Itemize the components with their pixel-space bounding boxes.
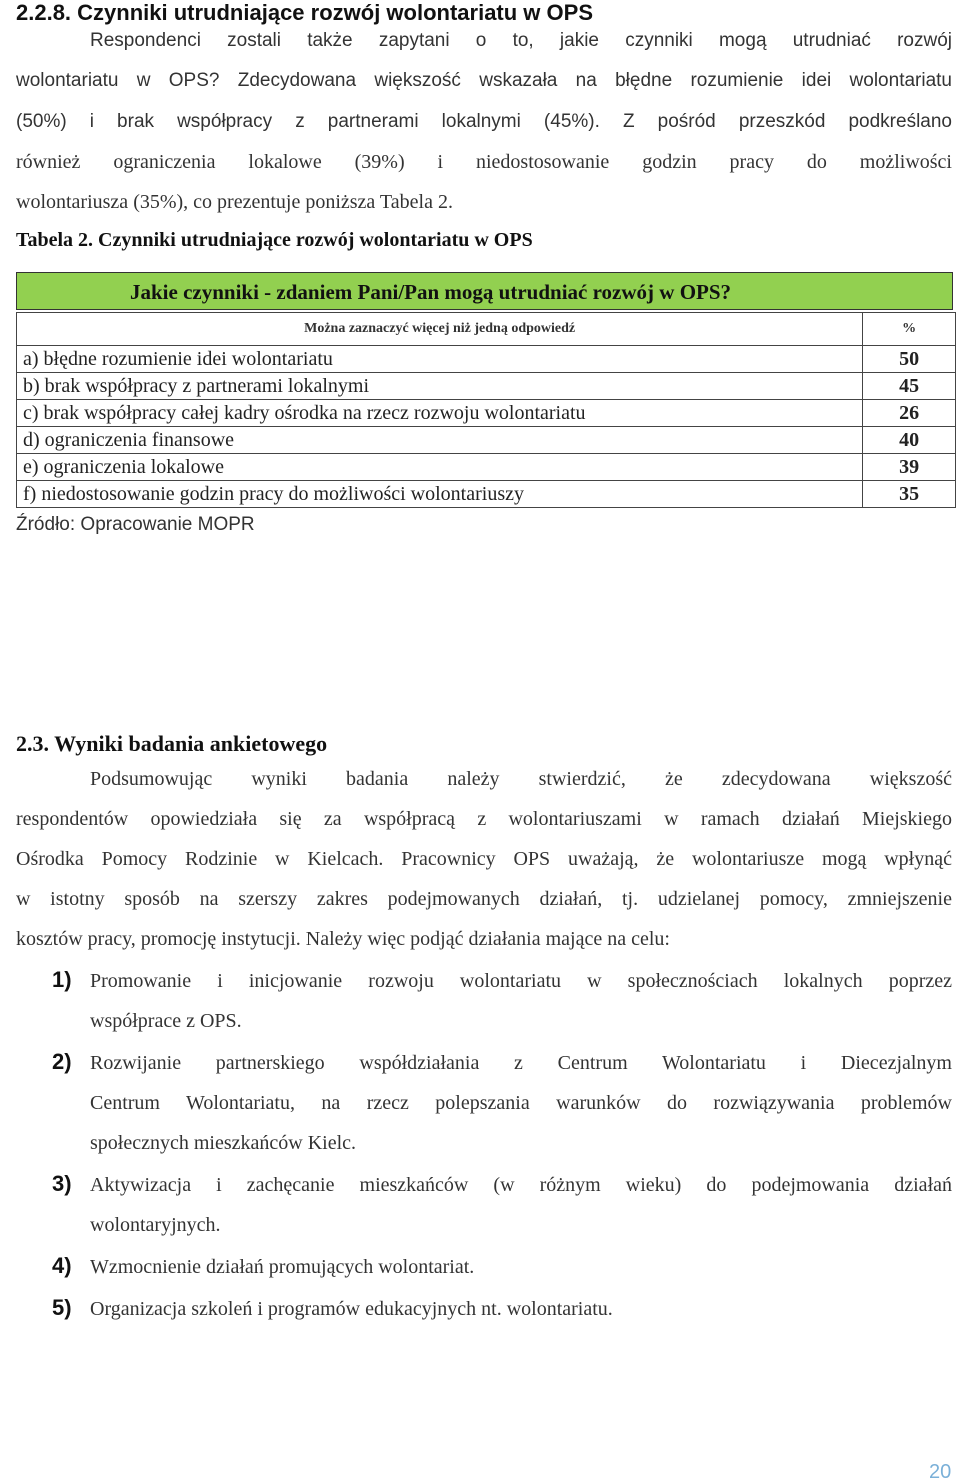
list-number: 1) — [52, 967, 72, 992]
row-value: 39 — [863, 454, 956, 481]
table-caption: Tabela 2. Czynniki utrudniające rozwój wolontariatu w OPS — [16, 229, 533, 251]
row-label: c) brak współpracy całej kadry ośrodka na rzecz rozwoju wolontariatu — [17, 400, 863, 427]
row-value: 40 — [863, 427, 956, 454]
row-label: f) niedostosowanie godzin pracy do możliwości wolontariuszy — [17, 481, 863, 508]
table-question-header: Jakie czynniki - zdaniem Pani/Pan mogą utrudniać rozwój w OPS? — [16, 272, 953, 310]
table-row — [17, 481, 956, 508]
paragraph-line: respondentów opowiedziała się za współpracą z wolontariuszami w ramach działań Miejskiego — [16, 808, 952, 830]
list-number: 2) — [52, 1049, 72, 1074]
paragraph-line: w istotny sposób na szerszy zakres podejmowanych działań, tj. udzielanej pomocy, zmniejszenie — [16, 888, 952, 910]
row-label: e) ograniczenia lokalowe — [17, 454, 863, 481]
list-item-line: Wzmocnienie działań promujących wolontariat. — [90, 1256, 475, 1278]
section-heading: 2.2.8. Czynniki utrudniające rozwój wolontariatu w OPS — [16, 0, 593, 25]
table-row — [17, 427, 956, 454]
factors-table — [16, 312, 956, 508]
list-number: 4) — [52, 1253, 72, 1278]
list-item-line: Aktywizacja i zachęcanie mieszkańców (w różnym wieku) do podejmowania działań — [90, 1174, 952, 1196]
paragraph-line: również ograniczenia lokalowe (39%) i niedostosowanie godzin pracy do możliwości — [16, 151, 952, 173]
table-header-percent: % — [863, 313, 956, 346]
list-item-line: współprace z OPS. — [90, 1010, 242, 1032]
table-row — [17, 454, 956, 481]
list-item-line: Organizacja szkoleń i programów edukacyjnych nt. wolontariatu. — [90, 1298, 613, 1320]
paragraph-line: wolontariatu w OPS? Zdecydowana większość wskazała na błędne rozumienie idei wolontariatu — [16, 70, 952, 91]
paragraph-line: wolontariusza (35%), co prezentuje poniższa Tabela 2. — [16, 191, 453, 213]
row-value: 35 — [863, 481, 956, 508]
row-label: b) brak współpracy z partnerami lokalnymi — [17, 373, 863, 400]
section-heading: 2.3. Wyniki badania ankietowego — [16, 731, 328, 756]
table-row — [17, 373, 956, 400]
row-value: 26 — [863, 400, 956, 427]
row-value: 50 — [863, 346, 956, 373]
table-header-row — [17, 313, 956, 346]
list-number: 5) — [52, 1295, 72, 1320]
list-item-line: Centrum Wolontariatu, na rzecz polepszania warunków do rozwiązywania problemów — [90, 1092, 952, 1114]
paragraph-line: kosztów pracy, promocję instytucji. Należy więc podjąć działania mające na celu: — [16, 928, 670, 950]
list-item-line: Rozwijanie partnerskiego współdziałania z Centrum Wolontariatu i Diecezjalnym — [90, 1052, 952, 1074]
paragraph-line: Ośrodka Pomocy Rodzinie w Kielcach. Pracownicy OPS uważają, że wolontariusze mogą wpłynąć — [16, 848, 952, 870]
row-value: 45 — [863, 373, 956, 400]
table-header-label: Można zaznaczyć więcej niż jedną odpowiedź — [17, 313, 863, 346]
list-number: 3) — [52, 1171, 72, 1196]
table-row — [17, 346, 956, 373]
paragraph-line: Podsumowując wyniki badania należy stwierdzić, że zdecydowana większość — [90, 768, 952, 790]
row-label: d) ograniczenia finansowe — [17, 427, 863, 454]
row-label: a) błędne rozumienie idei wolontariatu — [17, 346, 863, 373]
list-item-line: wolontaryjnych. — [90, 1214, 221, 1236]
page-number: 20 — [929, 1461, 952, 1483]
paragraph-line: Respondenci zostali także zapytani o to, jakie czynniki mogą utrudniać rozwój — [90, 30, 952, 51]
table-row — [17, 400, 956, 427]
paragraph-line: (50%) i brak współpracy z partnerami lokalnymi (45%). Z pośród przeszkód podkreślano — [16, 111, 952, 132]
table-source: Źródło: Opracowanie MOPR — [16, 514, 255, 535]
list-item-line: Promowanie i inicjowanie rozwoju wolontariatu w społecznościach lokalnych poprzez — [90, 970, 952, 992]
list-item-line: społecznych mieszkańców Kielc. — [90, 1132, 357, 1154]
